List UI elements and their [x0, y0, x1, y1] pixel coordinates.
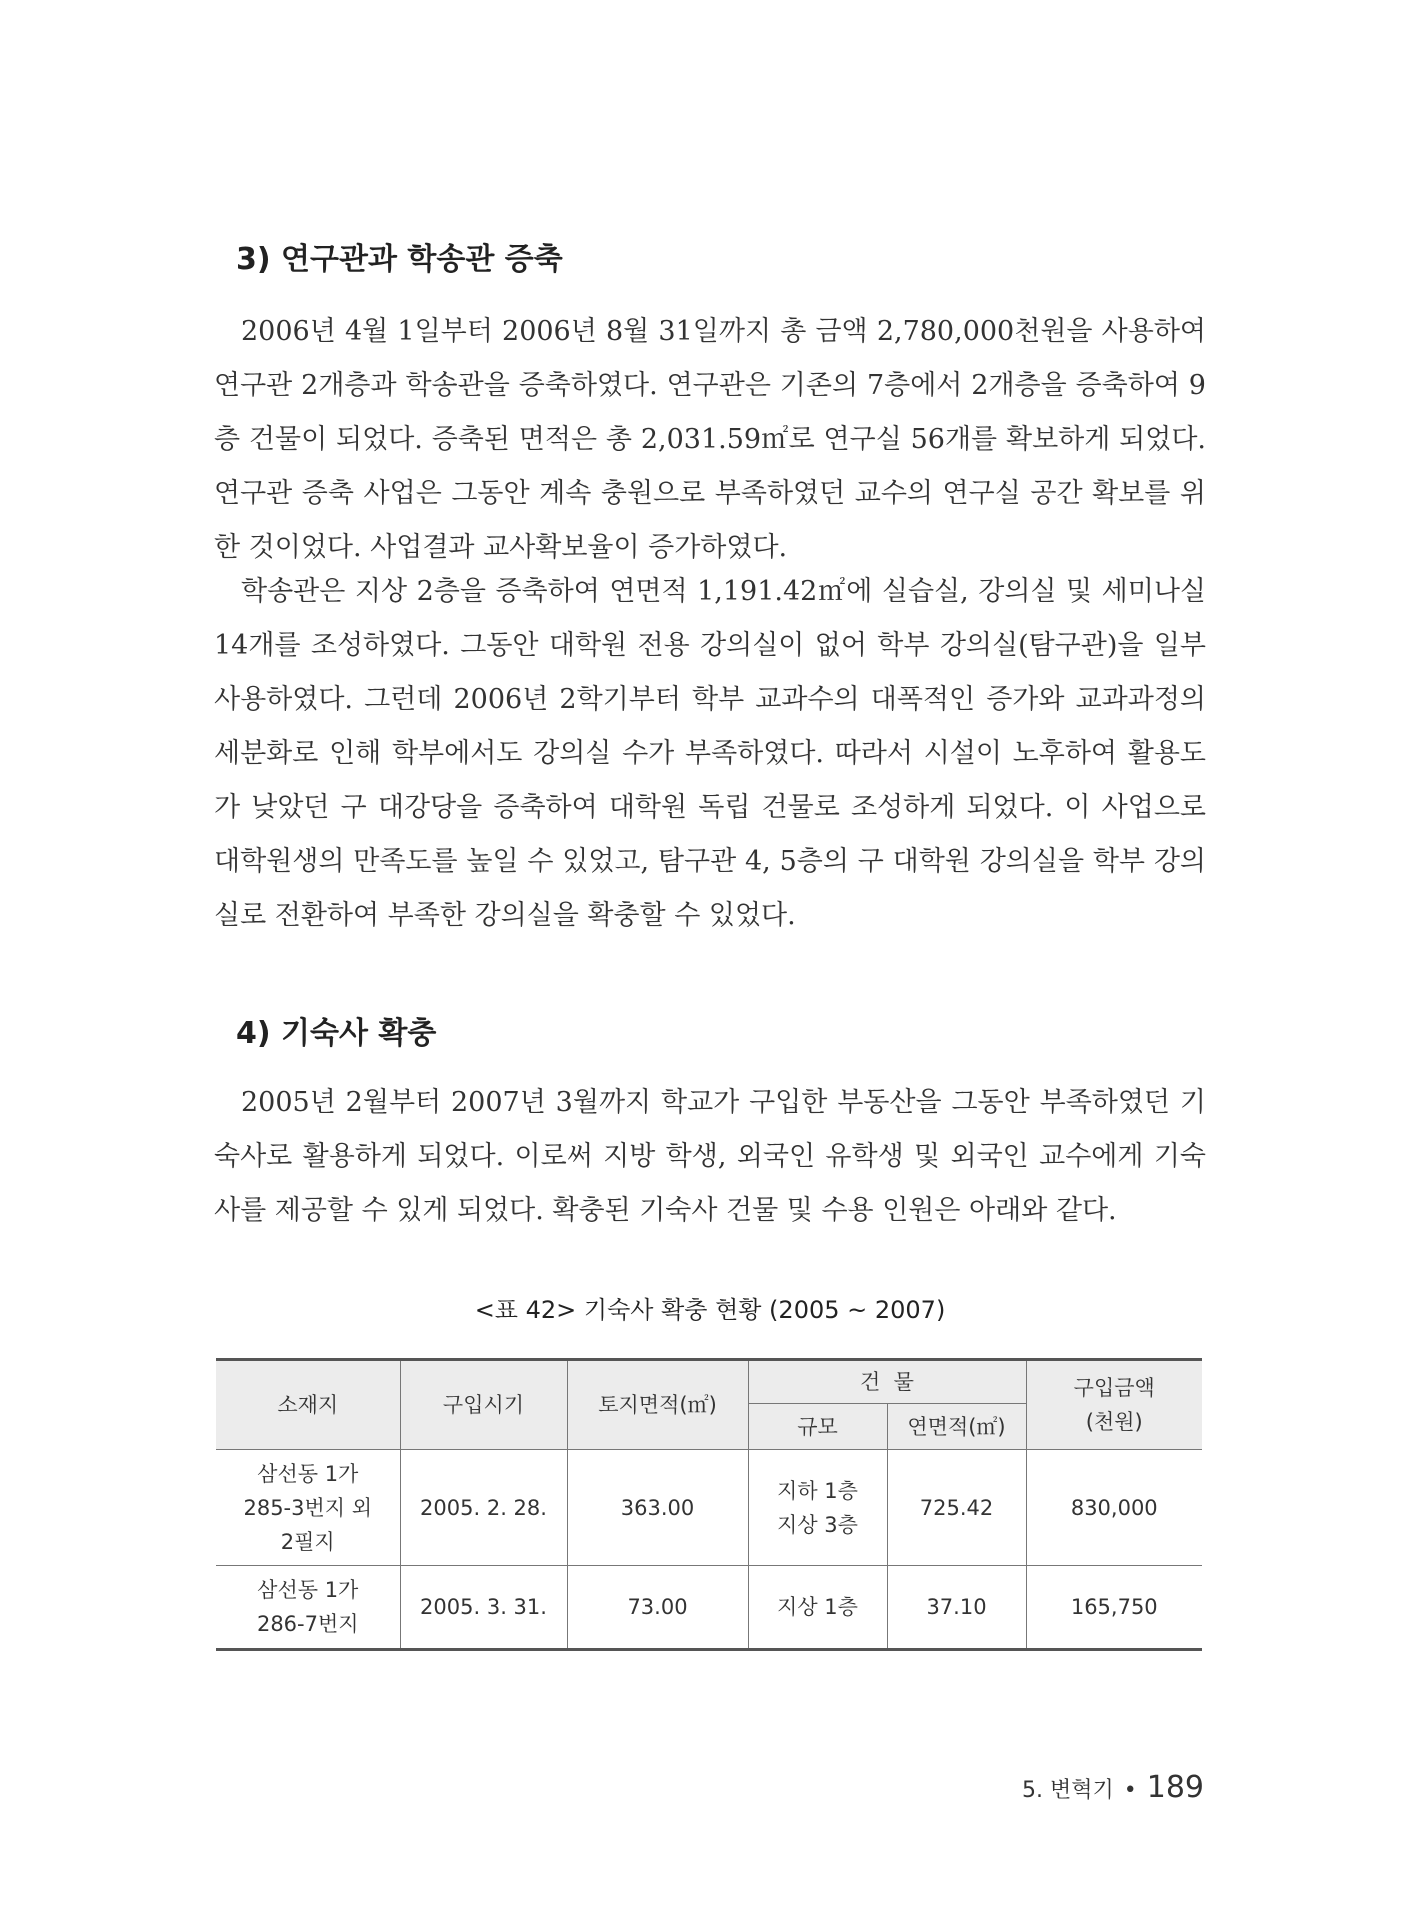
cell-scale	[748, 1566, 887, 1650]
cell-land-area: 73.00	[567, 1566, 748, 1650]
cell-land-area: 363.00	[567, 1450, 748, 1566]
cell-purchase-date: 2005. 2. 28.	[400, 1450, 567, 1566]
table-row	[216, 1566, 1202, 1650]
location-line: 삼선동 1가	[257, 1578, 359, 1602]
header-scale: 규모	[748, 1404, 887, 1450]
dormitory-table	[216, 1358, 1202, 1651]
header-location: 소재지	[216, 1360, 400, 1450]
header-floor-area: 연면적(㎡)	[887, 1404, 1026, 1450]
location-line: 2필지	[280, 1529, 335, 1554]
section-3-paragraph-2: 학송관은 지상 2층을 증축하여 연면적 1,191.42㎡에 실습실, 강의실 및 세미나실 14개를 조성하였다. 그동안 대학원 전용 강의실이 없어 학부 강의실(탐구관)을 일부 사용하였다. 그런데 2006년 2학기부터 학부 교과수의 대폭적인 증가와 교과과정의 세분화로 인해 학부에서도 강의실 수가 부족하였다. 따라서 시설이 노후하여 활용도가 낮았던 구 대강당을 증축하여 대학원 독립 건물로 조성하게 되었다. 이 사업으로 대학원생의 만족도를 높일 수 있었고, 탐구관 4, 5층의 구 대학원 강의실을 학부 강의실로 전환하여 부족한 강의실을 확충할 수 있었다.	[214, 576, 1206, 931]
cell-scale	[748, 1450, 887, 1566]
footer-section-title: 5. 변혁기	[1022, 1778, 1114, 1803]
location-line: 삼선동 1가	[257, 1461, 359, 1486]
cell-floor-area: 725.42	[887, 1450, 1026, 1566]
cell-location	[216, 1450, 400, 1566]
location-line: 285-3번지 외	[243, 1495, 373, 1520]
section-3-paragraph-1: 2006년 4월 1일부터 2006년 8월 31일까지 총 금액 2,780,000천원을 사용하여 연구관 2개층과 학송관을 증축하였다. 연구관은 기존의 7층에서 2개층을 증축하여 9층 건물이 되었다. 증축된 면적은 총 2,031.59㎡로 연구실 56개를 확보하게 되었다. 연구관 증축 사업은 그동안 계속 충원으로 부족하였던 교수의 연구실 공간 확보를 위한 것이었다. 사업결과 교사확보율이 증가하였다.	[214, 316, 1206, 563]
header-land-area: 토지면적(㎡)	[567, 1360, 748, 1450]
page-number: 189	[1146, 1770, 1204, 1805]
page-footer	[1022, 1768, 1204, 1812]
section-3-heading: 3) 연구관과 학송관 증축	[236, 242, 563, 277]
scale-line: 지하 1층	[777, 1478, 858, 1503]
table-caption: <표 42> 기숙사 확충 현황 (2005 ~ 2007)	[474, 1296, 946, 1324]
cell-purchase-date: 2005. 3. 31.	[400, 1566, 567, 1650]
cell-amount: 830,000	[1026, 1450, 1202, 1566]
header-building: 건 물	[748, 1360, 1026, 1404]
header-amount	[1026, 1360, 1202, 1450]
scale-line: 지상 3층	[777, 1512, 858, 1537]
table-row	[216, 1450, 1202, 1566]
header-amount-line-2: (천원)	[1085, 1410, 1143, 1434]
header-purchase-date: 구입시기	[400, 1360, 567, 1450]
cell-floor-area: 37.10	[887, 1566, 1026, 1650]
cell-amount: 165,750	[1026, 1566, 1202, 1650]
section-4-heading: 4) 기숙사 확충	[236, 1016, 437, 1051]
scale-line: 지상 1층	[777, 1595, 858, 1619]
header-amount-line-1: 구입금액	[1073, 1376, 1155, 1400]
section-4-paragraph-1: 2005년 2월부터 2007년 3월까지 학교가 구입한 부동산을 그동안 부족하였던 기숙사로 활용하게 되었다. 이로써 지방 학생, 외국인 유학생 및 외국인 교수에게 기숙사를 제공할 수 있게 되었다. 확충된 기숙사 건물 및 수용 인원은 아래와 같다.	[214, 1087, 1206, 1226]
location-line: 286-7번지	[256, 1612, 359, 1636]
footer-bullet-icon: •	[1123, 1778, 1137, 1803]
cell-location	[216, 1566, 400, 1650]
